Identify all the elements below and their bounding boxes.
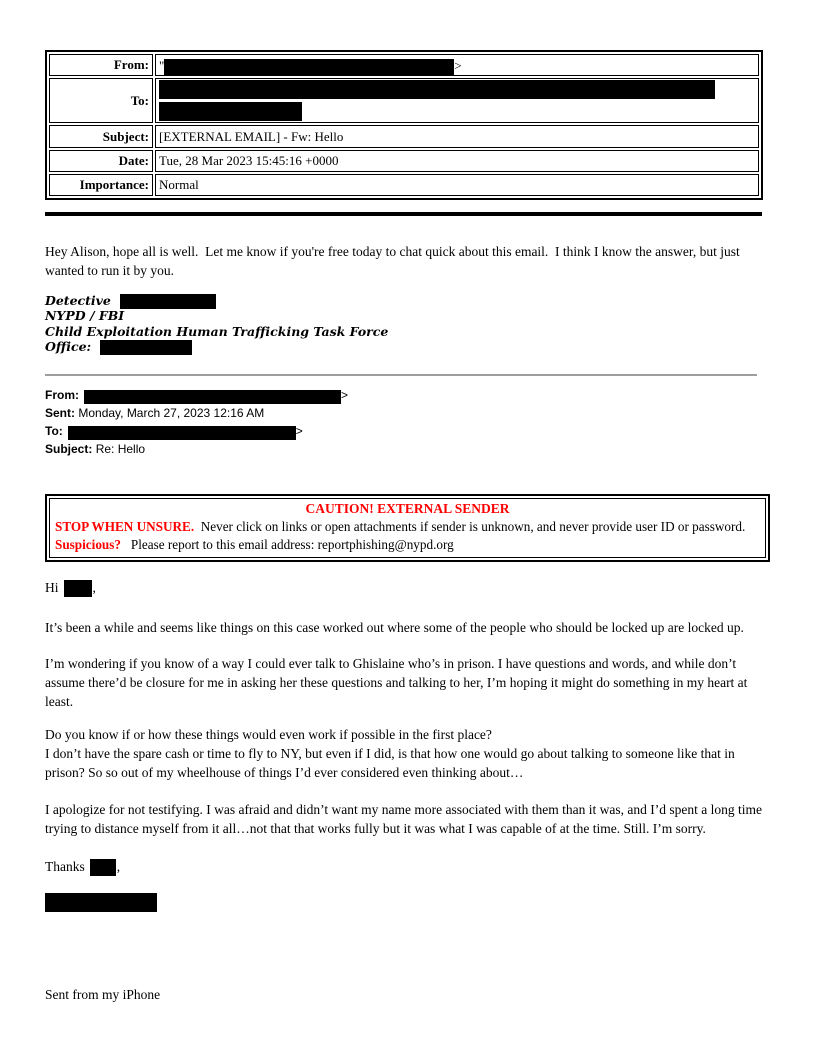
caution-banner (45, 494, 770, 563)
from-value (155, 54, 759, 76)
redaction-bar (164, 59, 454, 76)
caution-text-2: Please report to this email address: reportphishing@nypd.org (120, 537, 454, 552)
header-row-date (49, 150, 759, 172)
header-row-to (49, 78, 759, 123)
signature-title-line (45, 293, 771, 309)
reply-paragraph-3-line-1: Do you know if or how these things would even work if possible in the first place? (45, 727, 492, 743)
quoted-sent-value: Monday, March 27, 2023 12:16 AM (78, 405, 265, 420)
forward-body-paragraph: Hey Alison, hope all is well. Let me know if you're free today to chat quick about this email. I think I know the answer, but just wanted to run it by you. (45, 244, 740, 278)
quoted-email-header (45, 386, 771, 458)
detective-signature-block (45, 293, 771, 355)
quoted-to-label: To: (45, 423, 63, 438)
date-label: Date: (49, 150, 153, 172)
redaction-bar (100, 340, 192, 355)
caution-body (55, 518, 760, 555)
subject-label: Subject: (49, 125, 153, 148)
signature-unit: Child Exploitation Human Trafficking Task Force (45, 323, 389, 339)
header-row-subject (49, 125, 759, 148)
importance-value: Normal (155, 174, 759, 196)
reply-greeting (45, 578, 772, 598)
caution-title: CAUTION! EXTERNAL SENDER (305, 500, 510, 516)
quoted-subject-label: Subject: (45, 441, 93, 456)
reply-paragraph-4: I apologize for not testifying. I was afraid and didn’t want my name more associated with them than it was, and I’d spent a long time trying to distance myself from it all…not that that works fully but it was what I was capable of at the time. Still. I’m sorry. (45, 801, 762, 836)
from-label: From: (49, 54, 153, 76)
to-value (155, 78, 759, 123)
header-row-importance (49, 174, 759, 196)
divider-thin (45, 374, 757, 376)
quoted-to-close-bracket: > (295, 423, 303, 438)
greeting-comma: , (92, 580, 96, 596)
email-header-table (45, 50, 763, 200)
quoted-from-close-bracket: > (341, 387, 349, 402)
caution-stop-text: STOP WHEN UNSURE. (55, 518, 195, 534)
importance-label: Importance: (49, 174, 153, 196)
from-open-quote: " (159, 58, 165, 73)
caution-banner-inner (49, 498, 766, 559)
caution-suspicious-text: Suspicious? (55, 537, 121, 552)
signature-org: NYPD / FBI (45, 308, 125, 324)
redaction-bar (120, 294, 216, 309)
reply-thanks-line (45, 857, 772, 877)
redaction-bar (159, 102, 302, 121)
redaction-bar (90, 859, 116, 876)
caution-text-1: Never click on links or open attachments if sender is unknown, and never provide user ID or password. (194, 518, 746, 534)
redaction-bar (84, 390, 341, 404)
signature-office-label: Office: (45, 339, 92, 355)
signature-office-line (45, 339, 771, 355)
reply-paragraph-3 (45, 726, 772, 782)
reply-paragraph-1: It’s been a while and seems like things on this case worked out where some of the people who should be locked up are locked up. (45, 620, 744, 636)
redaction-bar-signature (45, 893, 157, 912)
redaction-bar (68, 426, 296, 440)
quoted-from-line (45, 386, 771, 404)
to-label: To: (49, 78, 153, 123)
divider-thick (45, 212, 762, 216)
greeting-text: Hi (45, 580, 59, 596)
quoted-subject-line (45, 440, 771, 458)
header-row-from (49, 54, 759, 76)
redaction-bar (159, 80, 715, 99)
quoted-from-label: From: (45, 387, 79, 402)
quoted-sent-line (45, 404, 771, 422)
thanks-text: Thanks (45, 859, 85, 875)
quoted-subject-value: Re: Hello (95, 441, 146, 456)
quoted-sent-label: Sent: (45, 405, 75, 420)
from-close-bracket: > (454, 58, 462, 73)
reply-paragraph-2: I’m wondering if you know of a way I could ever talk to Ghislaine who’s in prison. I have questions and words, and while don’t assume there’d be closure for me in asking her these questions and talking to her, I’m hoping it might do something in my heart at least. (45, 656, 748, 709)
subject-value: [EXTERNAL EMAIL] - Fw: Hello (155, 125, 759, 148)
thanks-comma: , (116, 859, 121, 875)
redaction-bar (64, 580, 92, 597)
date-value: Tue, 28 Mar 2023 15:45:16 +0000 (155, 150, 759, 172)
mobile-signature: Sent from my iPhone (45, 987, 161, 1003)
signature-title: Detective (45, 292, 111, 308)
quoted-to-line (45, 422, 771, 440)
reply-paragraph-3-line-2: I don’t have the spare cash or time to fly to NY, but even if I did, is that how one would go about talking to someone like that in prison? So so out of my wheelhouse of things I’d ever considered even thinking about… (45, 746, 735, 780)
